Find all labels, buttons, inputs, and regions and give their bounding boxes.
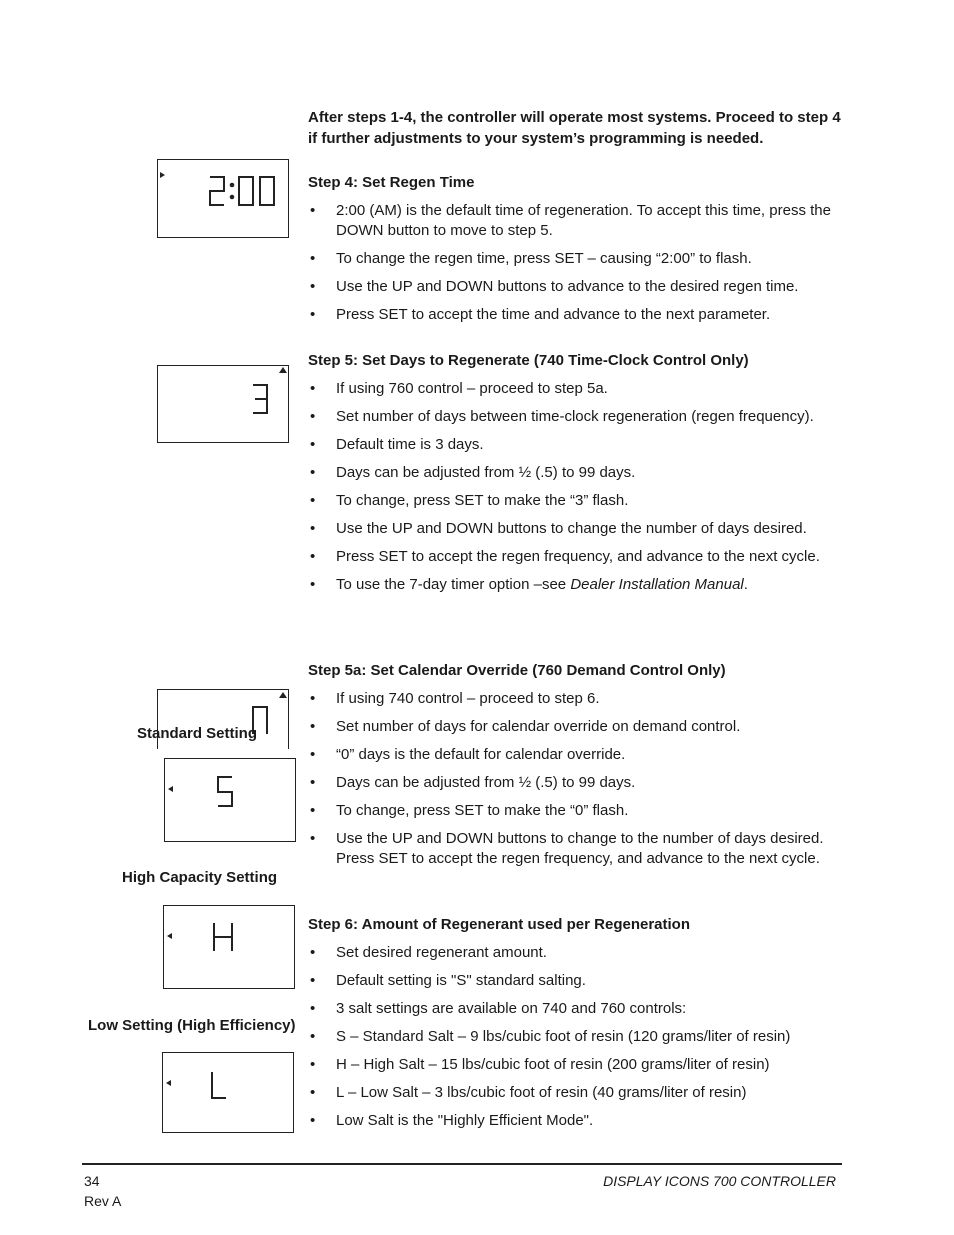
step5-manual-suffix: . xyxy=(743,576,748,593)
seven-segment-2-00 xyxy=(158,160,288,237)
left-arrow-indicator xyxy=(160,172,165,178)
lcd-display-low xyxy=(162,1052,294,1133)
seven-segment-l xyxy=(163,1053,293,1132)
left-arrow-indicator xyxy=(166,1080,171,1086)
step4-bullet: • Use the UP and DOWN buttons to advance to the desired regen time. xyxy=(308,277,848,297)
footer-rule xyxy=(82,1163,842,1165)
step5a-section xyxy=(308,661,848,869)
left-arrow-indicator xyxy=(167,933,172,939)
step6-bullet: • H – High Salt – 15 lbs/cubic foot of resin (200 grams/liter of resin) xyxy=(308,1055,848,1075)
step5-section xyxy=(308,351,848,595)
digits xyxy=(210,177,274,205)
step4-section xyxy=(308,173,848,325)
step5-heading: Step 5: Set Days to Regenerate (740 Time-Clock Control Only) xyxy=(308,352,749,369)
seven-segment-s xyxy=(165,759,295,841)
step6-section xyxy=(308,915,848,1131)
step5-manual-prefix: To use the 7-day timer option –see xyxy=(336,576,571,593)
step5-bullet: • Set number of days between time-clock regeneration (regen frequency). xyxy=(308,407,848,427)
left-arrow-indicator xyxy=(168,786,173,792)
step5-bullet: • Use the UP and DOWN buttons to change the number of days desired. xyxy=(308,519,848,539)
step5-bullet: • If using 760 control – proceed to step 5a. xyxy=(308,379,848,399)
seven-segment-h xyxy=(164,906,294,988)
up-arrow-indicator xyxy=(279,367,287,373)
up-arrow-indicator xyxy=(279,692,287,698)
step4-bullet: • Press SET to accept the time and advance to the next parameter. xyxy=(308,305,848,325)
lcd-display-regen-days xyxy=(157,365,289,443)
step5-bullet-manual xyxy=(308,575,848,595)
step5-bullet: • Press SET to accept the regen frequency, and advance to the next cycle. xyxy=(308,547,848,567)
step6-bullet: • Default setting is "S" standard salting. xyxy=(308,971,848,991)
caption-low-setting: Low Setting (High Efficiency) xyxy=(88,1017,296,1034)
intro-paragraph: After steps 1-4, the controller will operate most systems. Proceed to step 4 if further adjustments to your system’s programming is needed. xyxy=(308,109,841,147)
step5a-bullet: • Set number of days for calendar override on demand control. xyxy=(308,717,848,737)
document-title: DISPLAY ICONS 700 CONTROLLER xyxy=(603,1173,836,1189)
step5a-heading: Step 5a: Set Calendar Override (760 Demand Control Only) xyxy=(308,662,726,679)
step4-heading: Step 4: Set Regen Time xyxy=(308,174,475,191)
step5a-bullet: • Days can be adjusted from ½ (.5) to 99 days. xyxy=(308,773,848,793)
step5a-bullet: • Use the UP and DOWN buttons to change to the number of days desired. Press SET to accept the regen frequency, and advance to the next cycle. xyxy=(308,829,848,869)
caption-standard-setting: Standard Setting xyxy=(137,725,258,742)
step6-bullet: • S – Standard Salt – 9 lbs/cubic foot of resin (120 grams/liter of resin) xyxy=(308,1027,848,1047)
step6-bullet: • Low Salt is the "Highly Efficient Mode". xyxy=(308,1111,848,1131)
revision-label: Rev A xyxy=(84,1193,122,1209)
lcd-display-standard xyxy=(164,758,296,842)
step6-heading: Step 6: Amount of Regenerant used per Regeneration xyxy=(308,916,690,933)
lcd-display-high xyxy=(163,905,295,989)
step6-bullet: • L – Low Salt – 3 lbs/cubic foot of resin (40 grams/liter of resin) xyxy=(308,1083,848,1103)
step5a-bullet: • “0” days is the default for calendar override. xyxy=(308,745,848,765)
step6-bullet: • 3 salt settings are available on 740 and 760 controls: xyxy=(308,999,848,1019)
page-number: 34 xyxy=(84,1173,100,1189)
dealer-manual-title: Dealer Installation Manual xyxy=(570,576,744,593)
step5-bullet: • Default time is 3 days. xyxy=(308,435,848,455)
seven-segment-3 xyxy=(158,366,288,442)
step5-bullet: • Days can be adjusted from ½ (.5) to 99 days. xyxy=(308,463,848,483)
lcd-display-regen-time xyxy=(157,159,289,238)
caption-high-capacity: High Capacity Setting xyxy=(122,869,278,886)
step4-bullet: • 2:00 (AM) is the default time of regeneration. To accept this time, press the DOWN button to move to step 5. xyxy=(308,201,848,241)
step4-bullet: • To change the regen time, press SET – causing “2:00” to flash. xyxy=(308,249,848,269)
step5-bullet: • To change, press SET to make the “3” flash. xyxy=(308,491,848,511)
step5a-bullet: • To change, press SET to make the “0” flash. xyxy=(308,801,848,821)
step5a-bullet: • If using 740 control – proceed to step 6. xyxy=(308,689,848,709)
step6-bullet: • Set desired regenerant amount. xyxy=(308,943,848,963)
